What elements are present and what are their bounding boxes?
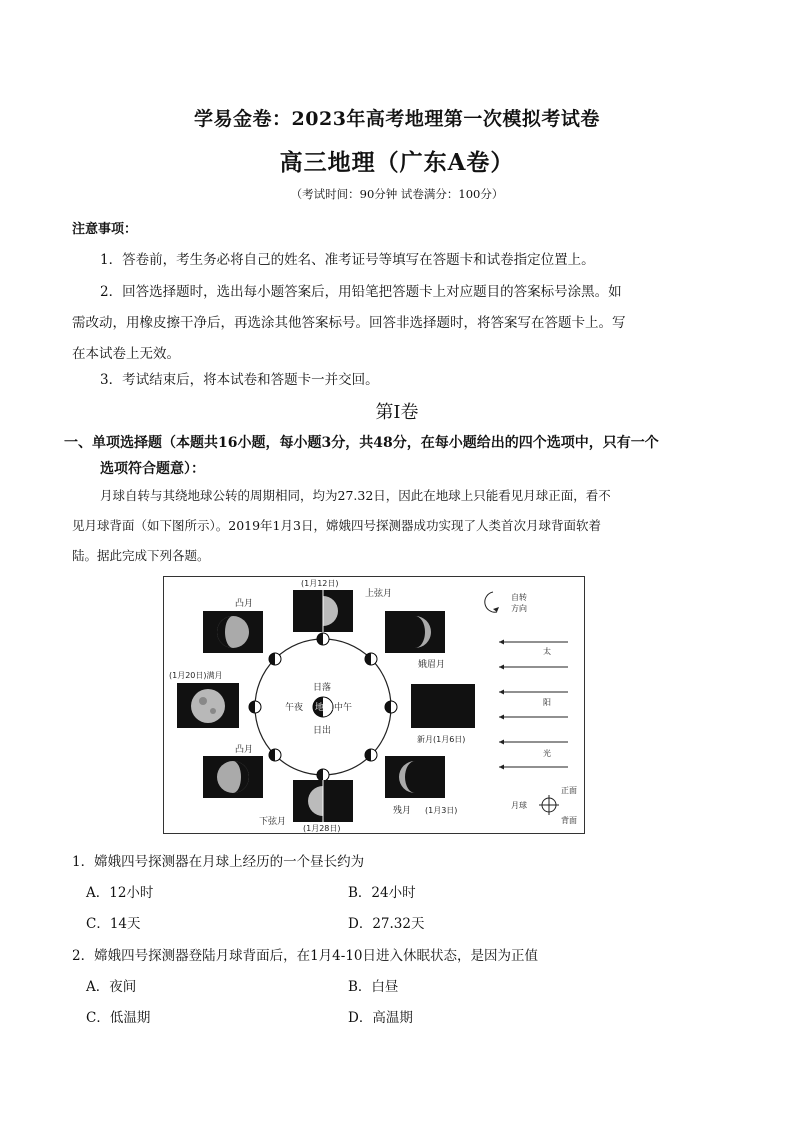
label-tai: 太 — [543, 647, 551, 656]
label-tu-top: 凸月 — [235, 599, 254, 609]
exam-info: （考试时间：90分钟 试卷满分：100分） — [290, 187, 504, 201]
phase-photo-full-moon — [177, 683, 239, 728]
phase-photo-first-quarter — [293, 590, 353, 632]
orbit-moon-left — [249, 701, 261, 713]
question-1-option-b: B．24小时 — [348, 885, 416, 901]
question-2-option-c: C．低温期 — [86, 1010, 151, 1026]
question-2-option-b: B．白昼 — [348, 979, 399, 995]
question-1-option-c: C．14天 — [86, 916, 141, 932]
label-guang: 光 — [543, 749, 551, 758]
label-diqiu: 地球 — [315, 703, 334, 713]
question-2-option-a: A．夜间 — [86, 979, 137, 995]
label-jan28: (1月28日) — [303, 824, 341, 833]
question-1-option-a: A．12小时 — [86, 885, 154, 901]
phase-photo-crescent — [385, 611, 445, 653]
label-zhengmian: 正面 — [561, 786, 577, 795]
label-wuye: 午夜 — [285, 703, 304, 713]
label-xiaxian: 下弦月 — [259, 817, 287, 827]
label-zhongwu: 中午 — [334, 703, 353, 713]
label-riluo: 日落 — [313, 683, 332, 693]
label-jan12: (1月12日) — [301, 579, 339, 588]
phase-photo-last-quarter — [293, 780, 353, 822]
orbit-moon-bottom — [317, 769, 329, 781]
label-shangxian: 上弦月 — [365, 589, 393, 599]
phase-photo-waning-crescent — [385, 756, 445, 798]
note-item-2-line-3: 在本试卷上无效。 — [72, 346, 180, 362]
label-canyue: 残月 — [393, 806, 412, 816]
note-item-3: 3．考试结束后，将本试卷和答题卡一并交回。 — [100, 372, 379, 388]
question-1-option-d: D．27.32天 — [348, 916, 425, 932]
passage-line-1: 月球自转与其绕地球公转的周期相同，均为27.32日，因此在地球上只能看见月球正面，看不 — [100, 488, 611, 503]
part1-heading-line-2: 选项符合题意）： — [100, 461, 205, 477]
label-tu-bottom: 凸月 — [235, 745, 254, 755]
passage-line-3: 陆。据此完成下列各题。 — [72, 548, 210, 563]
moon-phase-diagram — [163, 576, 585, 834]
note-item-1: 1．答卷前，考生务必将自己的姓名、准考证号等填写在答题卡和试卷指定位置上。 — [100, 252, 595, 268]
exam-subtitle: 高三地理（广东A卷） — [279, 149, 515, 176]
label-manyue: (1月20日)满月 — [169, 671, 223, 680]
phase-photo-gibbous-top — [203, 611, 263, 653]
orbit-moon-top-left — [269, 653, 281, 665]
label-zizhuan: 自转 — [511, 593, 527, 602]
label-yang: 阳 — [543, 698, 551, 707]
orbit-moon-bottom-left — [269, 749, 281, 761]
label-yueqiu: 月球 — [511, 801, 527, 810]
orbit-moon-top — [317, 633, 329, 645]
note-item-2-line-1: 2．回答选择题时，选出每小题答案后，用铅笔把答题卡上对应题目的答案标号涂黑。如 — [100, 284, 622, 300]
question-2-stem: 2．嫦娥四号探测器登陆月球背面后，在1月4-10日进入休眠状态，是因为正值 — [72, 948, 539, 964]
label-beimian: 背面 — [561, 816, 577, 825]
question-1-stem: 1．嫦娥四号探测器在月球上经历的一个昼长约为 — [72, 854, 365, 870]
notes-heading: 注意事项： — [72, 222, 138, 237]
note-item-2-line-2: 需改动，用橡皮擦干净后，再选涂其他答案标号。回答非选择题时，将答案写在答题卡上。写 — [72, 315, 626, 331]
phase-photo-gibbous-bottom — [203, 756, 263, 798]
orbit-moon-right — [385, 701, 397, 713]
label-richu: 日出 — [313, 726, 332, 736]
section-title: 第Ⅰ卷 — [375, 402, 419, 423]
label-emei: 娥眉月 — [418, 660, 446, 670]
passage-line-2: 见月球背面（如下图所示）。2019年1月3日，嫦娥四号探测器成功实现了人类首次月球背面软着 — [72, 518, 601, 533]
label-xinyue: 新月(1月6日) — [417, 735, 466, 744]
question-2-option-d: D．高温期 — [348, 1010, 413, 1026]
phase-photo-new-moon — [411, 684, 475, 728]
label-jan3: (1月3日) — [425, 806, 458, 815]
orbit-moon-bottom-right — [365, 749, 377, 761]
part1-heading-line-1: 一、单项选择题（本题共16小题，每小题3分，共48分，在每小题给出的四个选项中，只有一个 — [64, 435, 659, 451]
label-fangxiang: 方向 — [511, 604, 527, 613]
exam-title: 学易金卷：2023年高考地理第一次模拟考试卷 — [194, 108, 600, 130]
orbit-moon-top-right — [365, 653, 377, 665]
